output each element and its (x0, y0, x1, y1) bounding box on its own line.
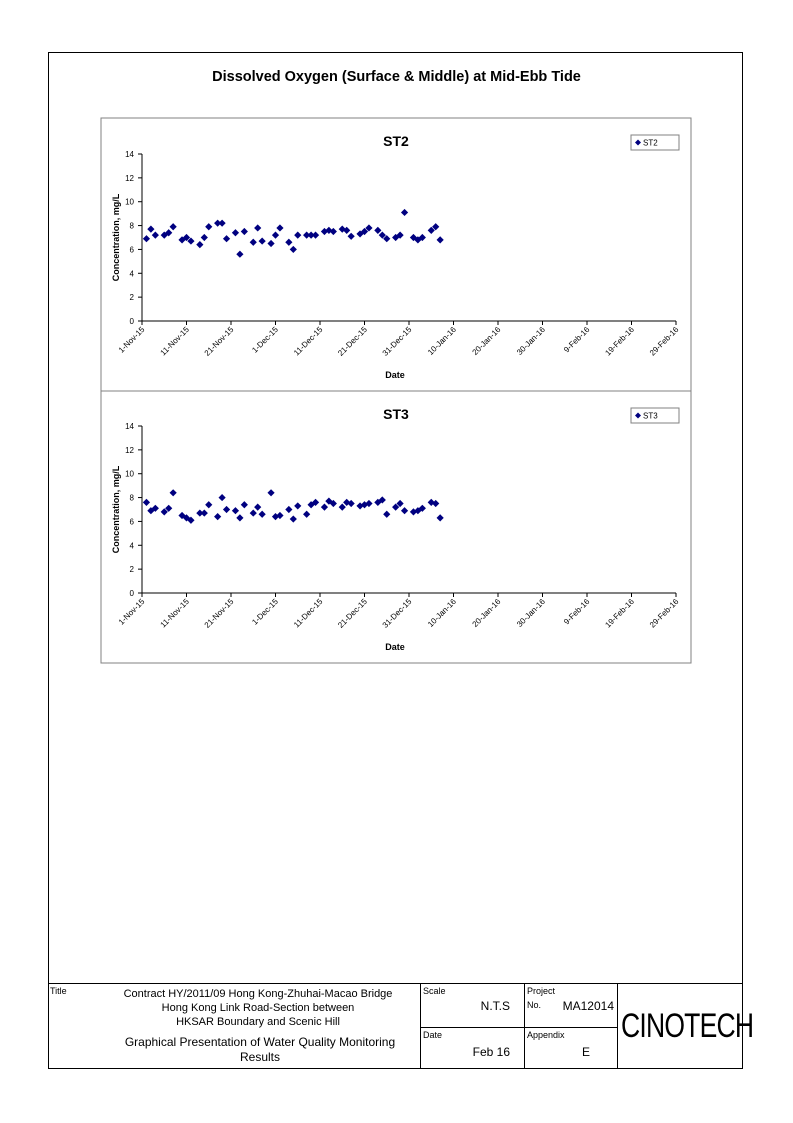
x-tick-label: 1-Nov-15 (116, 597, 147, 627)
data-point (259, 511, 266, 518)
data-point (383, 511, 390, 518)
chart-title: ST3 (383, 406, 409, 422)
data-point (321, 504, 328, 511)
data-point (241, 501, 248, 508)
x-tick-label: 10-Jan-16 (426, 597, 458, 629)
x-tick-label: 20-Jan-16 (470, 325, 503, 357)
project-label: Project (527, 986, 556, 996)
data-point (147, 226, 154, 233)
date-value: Feb 16 (472, 1045, 510, 1059)
appendix-label: Appendix (527, 1030, 565, 1040)
data-point (339, 504, 346, 511)
date-label: Date (423, 1030, 443, 1040)
data-point (272, 232, 279, 239)
x-tick-label: 11-Nov-15 (158, 597, 191, 630)
contract-title (108, 987, 408, 1029)
data-point (267, 489, 274, 496)
x-tick-label: 11-Dec-15 (292, 597, 325, 630)
data-point (143, 499, 150, 506)
data-point (312, 232, 319, 239)
y-tick-label: 6 (129, 517, 134, 527)
drawing-subtitle-line1: Graphical Presentation of Water Quality Monitoring (124, 1035, 396, 1049)
y-tick-label: 2 (129, 293, 134, 303)
chart-area-0 (101, 118, 691, 391)
legend-label: ST2 (643, 138, 658, 148)
data-point (294, 502, 301, 509)
data-point (254, 224, 261, 231)
x-tick-label: 30-Jan-16 (515, 325, 547, 357)
y-axis-label: Concentration, mg/L (111, 465, 121, 554)
x-tick-label: 10-Jan-16 (426, 325, 458, 357)
x-axis-label: Date (385, 642, 405, 652)
date-cell (421, 1028, 525, 1069)
appendix-value: E (582, 1045, 591, 1059)
contract-title-line3: HKSAR Boundary and Scenic Hill (176, 1016, 340, 1028)
data-point (201, 509, 208, 516)
data-point (401, 507, 408, 514)
data-point (143, 235, 150, 242)
y-tick-label: 10 (125, 469, 134, 479)
x-tick-label: 9-Feb-16 (562, 597, 592, 627)
x-tick-label: 29-Feb-16 (647, 597, 681, 630)
data-point (437, 514, 444, 521)
x-tick-label: 19-Feb-16 (603, 597, 636, 630)
scale-value: N.T.S (480, 999, 510, 1013)
chart-area-1 (101, 391, 691, 663)
data-point (285, 506, 292, 513)
contract-title-line1: Contract HY/2011/09 Hong Kong-Zhuhai-Macao Bridge (123, 988, 393, 1000)
data-point (401, 209, 408, 216)
title-cell (48, 984, 421, 1069)
data-point (236, 514, 243, 521)
data-point (219, 494, 226, 501)
x-tick-label: 11-Nov-15 (158, 325, 191, 358)
data-point (170, 223, 177, 230)
project-no-label: No. (527, 1000, 542, 1010)
data-point (250, 239, 257, 246)
y-tick-label: 12 (125, 445, 134, 455)
x-tick-label: 21-Nov-15 (202, 325, 236, 358)
title-label: Title (50, 986, 67, 996)
appendix-cell (525, 1028, 618, 1069)
data-point (214, 513, 221, 520)
data-point (223, 506, 230, 513)
project-no-value: MA12014 (562, 999, 614, 1013)
data-point (250, 509, 257, 516)
y-tick-label: 14 (125, 150, 134, 159)
y-tick-label: 0 (129, 317, 134, 326)
x-tick-label: 1-Dec-15 (250, 597, 280, 627)
data-point (259, 237, 266, 244)
cinotech-logo: CINOTECH (621, 1007, 754, 1045)
data-point (294, 232, 301, 239)
x-tick-label: 30-Jan-16 (515, 597, 547, 629)
y-tick-label: 8 (129, 221, 134, 231)
data-point (196, 241, 203, 248)
data-point (267, 240, 274, 247)
data-point (254, 504, 261, 511)
data-point (223, 235, 230, 242)
x-tick-label: 21-Nov-15 (202, 597, 236, 630)
x-tick-label: 31-Dec-15 (380, 325, 414, 358)
x-tick-label: 11-Dec-15 (292, 325, 325, 358)
x-axis-label: Date (385, 370, 405, 380)
contract-title-line2: Hong Kong Link Road-Section between (161, 1002, 355, 1014)
x-tick-label: 20-Jan-16 (470, 597, 503, 629)
x-tick-label: 19-Feb-16 (603, 325, 636, 358)
y-tick-label: 8 (129, 493, 134, 503)
drawing-subtitle (100, 1035, 420, 1065)
data-point (232, 229, 239, 236)
page-title: Dissolved Oxygen (Surface & Middle) at Mid-Ebb Tide (212, 69, 581, 85)
data-point (285, 239, 292, 246)
data-point (290, 246, 297, 253)
y-tick-label: 10 (125, 197, 134, 207)
data-point (374, 227, 381, 234)
y-axis-label: Concentration, mg/L (111, 193, 121, 282)
y-tick-label: 4 (129, 269, 134, 279)
data-point (437, 236, 444, 243)
data-point (303, 511, 310, 518)
x-tick-label: 29-Feb-16 (647, 325, 681, 358)
legend-label: ST3 (643, 411, 658, 421)
x-tick-label: 9-Feb-16 (562, 325, 592, 355)
data-point (201, 234, 208, 241)
data-point (205, 501, 212, 508)
y-tick-label: 6 (129, 245, 134, 255)
x-tick-label: 21-Dec-15 (336, 325, 369, 358)
data-point (241, 228, 248, 235)
data-point (232, 507, 239, 514)
data-point (219, 220, 226, 227)
scale-label: Scale (423, 986, 446, 996)
x-tick-label: 21-Dec-15 (336, 597, 369, 630)
y-tick-label: 14 (125, 422, 134, 431)
y-tick-label: 0 (129, 589, 134, 598)
data-point (152, 232, 159, 239)
project-cell (525, 984, 618, 1028)
data-point (205, 223, 212, 230)
y-tick-label: 4 (129, 541, 134, 551)
y-tick-label: 12 (125, 173, 134, 183)
chart-title: ST2 (383, 133, 409, 149)
x-tick-label: 31-Dec-15 (380, 597, 414, 630)
data-point (290, 515, 297, 522)
y-tick-label: 2 (129, 565, 134, 575)
title-block (48, 983, 754, 1069)
data-point (348, 233, 355, 240)
scale-cell (421, 984, 525, 1028)
data-point (236, 251, 243, 258)
data-point (170, 489, 177, 496)
x-tick-label: 1-Nov-15 (116, 325, 147, 355)
x-tick-label: 1-Dec-15 (250, 325, 280, 355)
data-point (276, 224, 283, 231)
logo-cell (618, 984, 754, 1069)
drawing-subtitle-line2: Results (239, 1050, 280, 1064)
